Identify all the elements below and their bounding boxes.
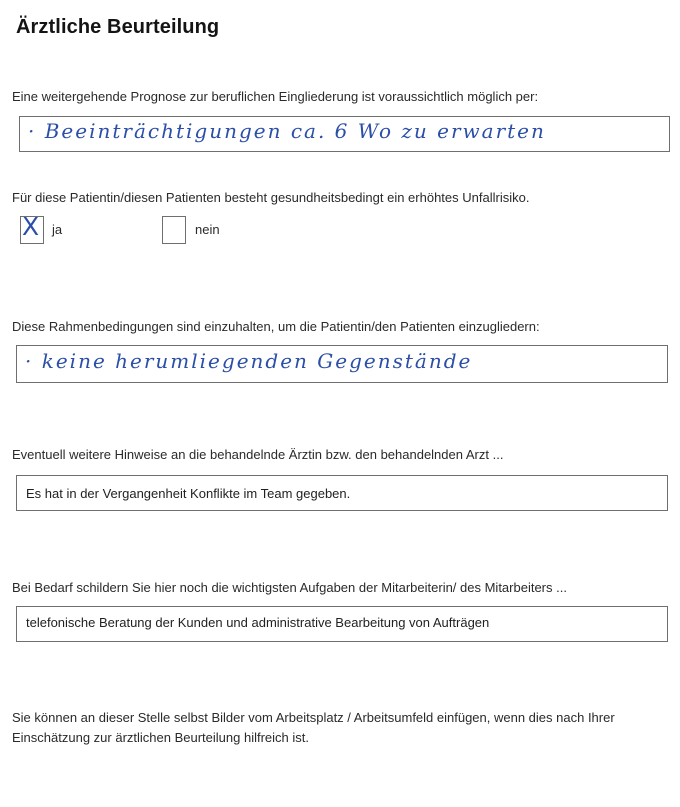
rahmenbedingungen-label: Diese Rahmenbedingungen sind einzuhalten, um die Patientin/den Patienten einzugliedern: — [12, 319, 540, 334]
page-title: Ärztliche Beurteilung — [16, 16, 220, 38]
bilder-hinweis-text: Sie können an dieser Stelle selbst Bilder vom Arbeitsplatz / Arbeitsumfeld einfügen, wenn dies nach Ihrer Einschätzung zur ärztlichen Beurteilung hilfreich ist. — [12, 710, 615, 745]
checkbox-ja[interactable] — [20, 212, 44, 244]
unfallrisiko-label: Für diese Patientin/diesen Patienten besteht gesundheitsbedingt ein erhöhtes Unfallrisiko. — [12, 190, 530, 205]
rahmenbedingungen-handwriting: · keine herumliegenden Gegenstände — [25, 349, 473, 373]
aufgaben-label: Bei Bedarf schildern Sie hier noch die wichtigsten Aufgaben der Mitarbeiterin/ des Mitarbeiters ... — [12, 580, 567, 595]
hinweise-label: Eventuell weitere Hinweise an die behandelnde Ärztin bzw. den behandelnden Arzt ... — [12, 447, 504, 462]
aufgaben-field[interactable] — [16, 606, 668, 642]
aufgaben-value: telefonische Beratung der Kunden und administrative Bearbeitung von Aufträgen — [26, 615, 490, 630]
checkbox-nein[interactable] — [162, 216, 186, 244]
prognose-field[interactable] — [19, 116, 670, 152]
prognose-handwriting: · Beeinträchtigungen ca. 6 Wo zu erwarten — [28, 119, 546, 143]
hinweise-field[interactable] — [16, 475, 668, 511]
rahmenbedingungen-field[interactable] — [16, 345, 668, 383]
checkbox-nein-label: nein — [195, 222, 220, 237]
hinweise-value: Es hat in der Vergangenheit Konflikte im Team gegeben. — [26, 486, 351, 501]
checkbox-ja-label: ja — [52, 222, 63, 237]
checkbox-ja-mark: X — [22, 212, 40, 241]
prognose-label: Eine weitergehende Prognose zur beruflichen Eingliederung ist voraussichtlich möglich per: — [12, 89, 539, 104]
